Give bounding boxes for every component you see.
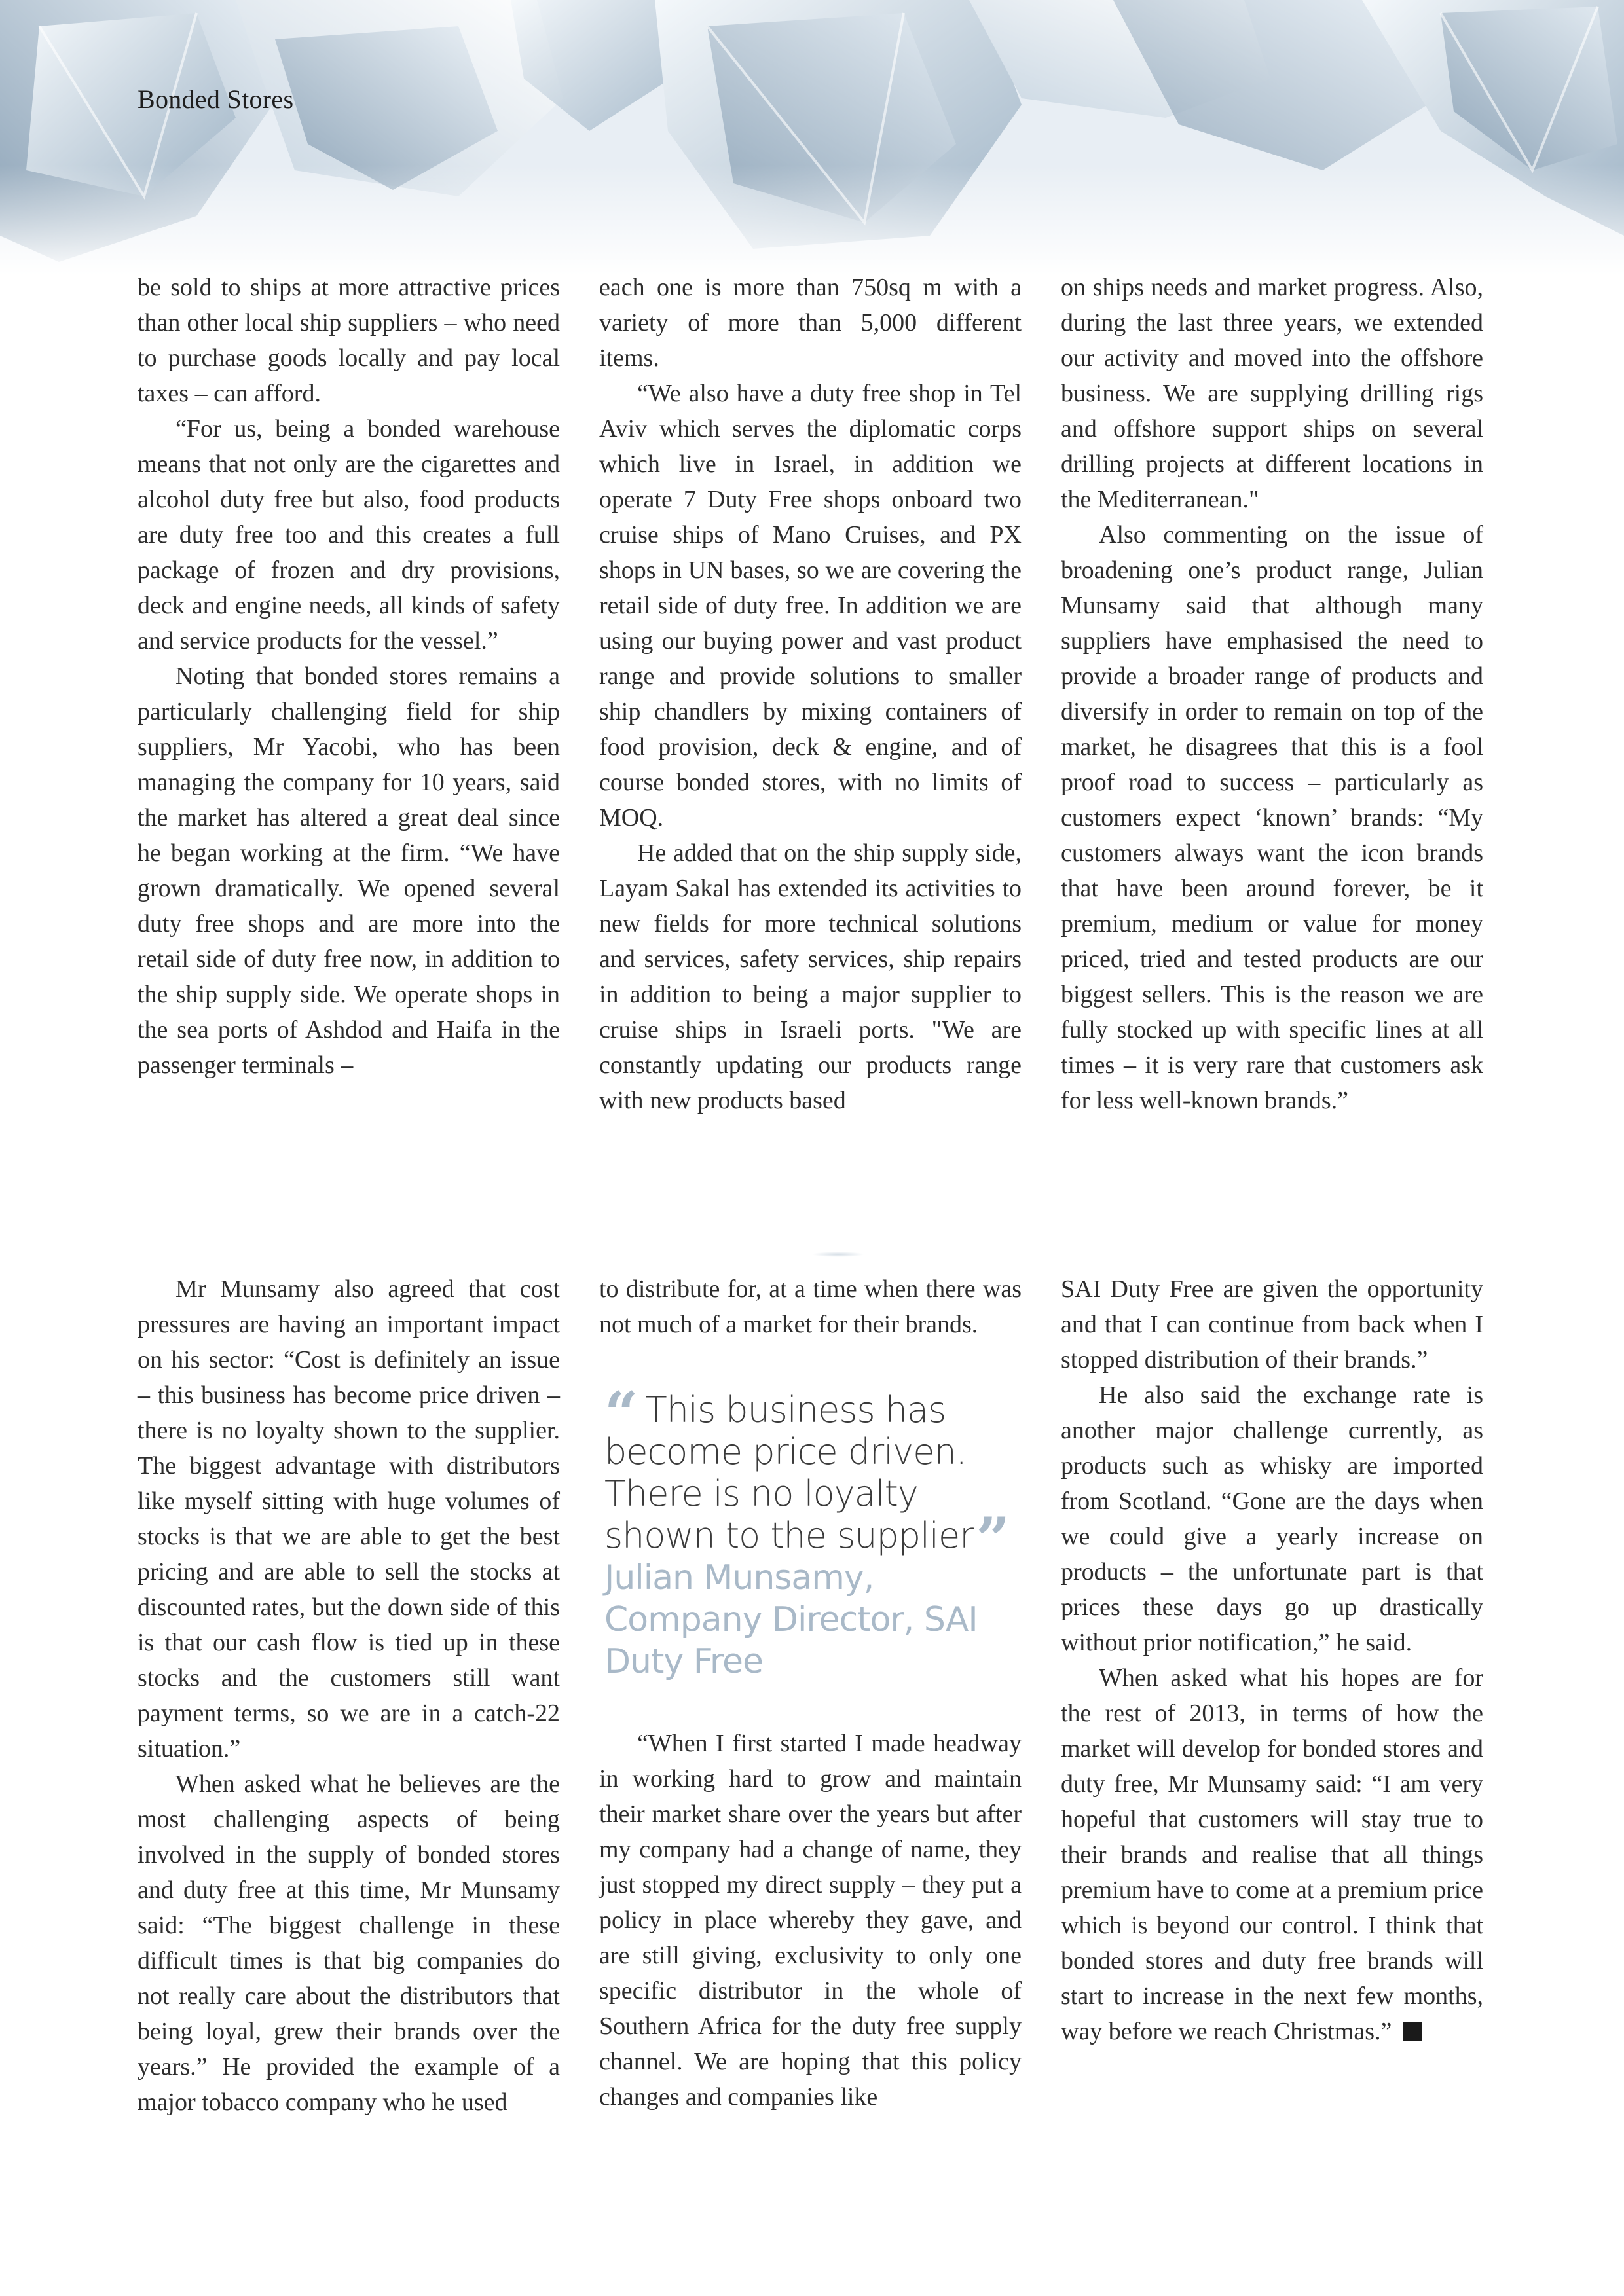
open-quote-icon: “ [604, 1379, 638, 1448]
section-label: Bonded Stores [138, 84, 294, 114]
article-paragraph: be sold to ships at more attractive prices than other local ship suppliers – who need to purchase goods locally and pay local taxes – can afford. [138, 274, 560, 407]
article-paragraph: He added that on the ship supply side, Layam Sakal has extended its activities to new fields for more technical solutions and services, safety services, ship repairs in addition to being a major supplier to cruise ships in Israeli ports. "We are constantly updating our products range with new products based [599, 839, 1022, 1114]
article-paragraph: “When I first started I made headway in working hard to grow and maintain their market share over the years but after my company had a change of name, they just stopped my direct supply – they put a policy in place whereby they gave, and are still giving, exclusivity to only one specific distributor in the whole of Southern Africa for the duty free supply channel. We are hoping that this policy changes and companies like [599, 1730, 1022, 2111]
article-bottom-column-2 [599, 1271, 1022, 2115]
article-bottom-column-1 [138, 1271, 560, 2120]
article-top-column-1 [138, 270, 560, 1083]
column-2-intro [599, 1271, 1022, 1342]
article-bottom-column-3 [1061, 1271, 1483, 2049]
article-paragraph: “For us, being a bonded warehouse means that not only are the cigarettes and alcohol duty free but also, food products are duty free too and this creates a full package of frozen and dry provisions, deck and engine needs, all kinds of safety and service products for the vessel.” [138, 415, 560, 655]
article-paragraph: to distribute for, at a time when there was not much of a market for their brands. [599, 1275, 1022, 1338]
article-paragraph: Mr Munsamy also agreed that cost pressures are having an important impact on his sector: “Cost is definitely an issue – this business has become price driven – there is no loyalty shown to the supplier. The biggest advantage with distributors like myself sitting with huge volumes of stocks is that we are able to get the best pricing and are able to sell the stocks at discounted rates, but the down side of this is that our cash flow is tied up in these stocks and the customers still want payment terms, so we are in a catch-22 situation.” [138, 1275, 560, 1762]
article-paragraph: on ships needs and market progress. Also, during the last three years, we extended our activity and moved into the offshore business. We are supplying drilling rigs and offshore support ships on several drilling projects at different locations in the Mediterranean." [1061, 274, 1483, 513]
article-paragraph: SAI Duty Free are given the opportunity and that I can continue from back when I stopped distribution of their brands.” [1061, 1275, 1483, 1374]
article-paragraph: He also said the exchange rate is another major challenge currently, as products such as whisky are imported from Scotland. “Gone are the days when we could give a yearly increase on products – the unfortunate part is that prices these days go up drastically without prior notification,” he said. [1061, 1381, 1483, 1656]
article-paragraph: each one is more than 750sq m with a variety of more than 5,000 different items. [599, 274, 1022, 372]
end-of-article-icon [1403, 2022, 1422, 2041]
pull-quote [604, 1379, 1022, 1683]
close-quote-icon: ” [976, 1504, 1010, 1574]
article-paragraph: “We also have a duty free shop in Tel Aviv which serves the diplomatic corps which live in Israel, in addition we operate 7 Duty Free shops onboard two cruise ships of Mano Cruises, and PX shops in UN bases, so we are covering the retail side of duty free. In addition we are using our buying power and vast product range and provide solutions to smaller ship chandlers by mixing containers of food provision, deck & engine, and of course bonded stores, with no limits of MOQ. [599, 380, 1022, 831]
article-paragraph: When asked what he believes are the most challenging aspects of being involved in the supply of bonded stores and duty free at this time, Mr Munsamy said: “The biggest challenge in these difficult times is that big companies do not really care about the distributors that being loyal, grew their brands over the years.” He provided the example of a major tobacco company who he used [138, 1770, 560, 2116]
column-2-continued [599, 1726, 1022, 2115]
article-top-column-3 [1061, 270, 1483, 1118]
ice-header-image [0, 0, 1624, 275]
article-paragraph: When asked what his hopes are for the rest of 2013, in terms of how the market will develop for bonded stores and duty free, Mr Munsamy said: “I am very hopeful that customers will stay true to their brands and realise that all things premium have to come at a premium price which is beyond our control. I think that bonded stores and duty free brands will start to increase in the next few months, way before we reach Christmas.” [1061, 1664, 1483, 2045]
ice-cubes-illustration [0, 0, 1624, 275]
article-paragraph: Also commenting on the issue of broadening one’s product range, Julian Munsamy said that although many suppliers have emphasised the need to provide a broader range of products and diversify in order to remain on top of the market, he disagrees that this is a fool proof road to success – particularly as customers expect ‘known’ brands: “My customers always want the icon brands that have been around forever, be it premium, medium or value for money priced, tried and tested products are our biggest sellers. This is the reason we are fully stocked up with specific lines at all times – it is very rare that customers ask for less well-known brands.” [1061, 521, 1483, 1114]
article-top-column-2 [599, 270, 1022, 1118]
decorative-divider [812, 1252, 864, 1257]
article-paragraph: Noting that bonded stores remains a particularly challenging field for ship suppliers, Mr Yacobi, who has been managing the company for 10 years, said the market has altered a great deal since he began working at the firm. “We have grown dramatically. We opened several duty free shops and are more into the retail side of duty free now, in addition to the ship supply side. We operate shops in the sea ports of Ashdod and Haifa in the passenger terminals – [138, 663, 560, 1079]
pull-quote-body: This business has become price driven. There is no loyalty shown to the supplier [604, 1389, 974, 1556]
pull-quote-attribution: Julian Munsamy, Company Director, SAI Duty Free [604, 1558, 978, 1681]
pull-quote-text [604, 1379, 1022, 1574]
